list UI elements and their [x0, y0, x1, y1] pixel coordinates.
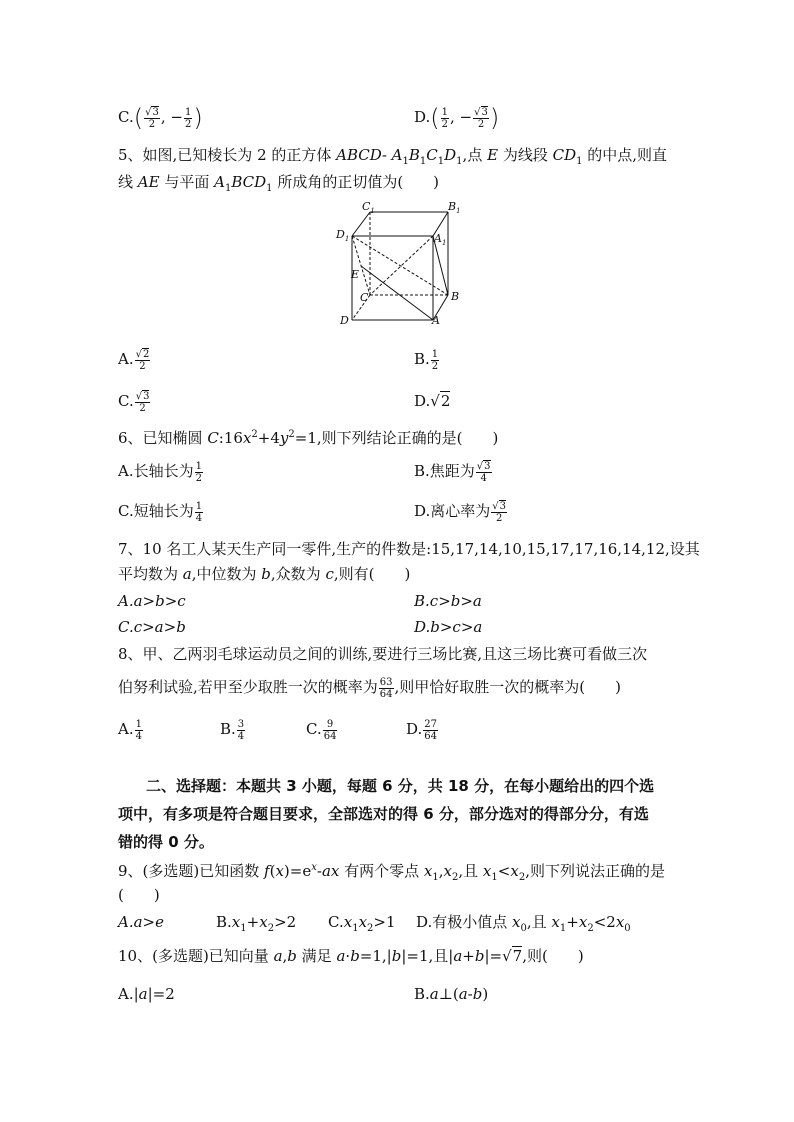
q9-stem-line1: 9、(多选题)已知函数 $f(x)=e^x-ax$ 有两个零点 $x_1,x_2$,且 $x_1<x_2$,则下列说法正确的是: [118, 862, 665, 883]
q8-option-d: D. $\frac{27}{64}$: [406, 718, 437, 742]
label-b: B: [451, 290, 460, 303]
section2-heading-line1: 二、选择题：本题共 3 小题，每题 6 分，共 18 分，在每小题给出的四个选: [146, 777, 655, 795]
q9-option-b: $B.x_1+x_2>2$: [216, 913, 297, 934]
q7-option-d: D.b>c>a: [414, 618, 483, 636]
q8-option-c: C. $\frac{9}{64}$: [306, 718, 337, 742]
q7-option-b: B.c>b>a: [414, 592, 482, 610]
q6-option-a: A.长轴长为 $\frac{1}{2}$: [118, 460, 202, 484]
label-b1: $B_1$: [448, 200, 461, 215]
label-a1: $A_1$: [434, 232, 447, 247]
section2-heading-line2: 项中，有多项是符合题目要求，全部选对的得 6 分，部分选对的得部分分，有选: [118, 805, 649, 823]
label-a: A: [432, 314, 440, 327]
q5-option-b: B. $\frac{1}{2}$: [414, 348, 439, 372]
section2-heading-line3: 错的得 0 分。: [118, 833, 214, 851]
q5-stem-line2: 线 AE 与平面 $A_1BCD_1$ 所成角的正切值为( ): [118, 173, 440, 194]
q8-option-b: B. $\frac{3}{4}$: [220, 718, 245, 742]
q7-option-a: A.a>b>c: [118, 592, 186, 610]
q8-stem-line1: 8、甲、乙两羽毛球运动员之间的训练,要进行三场比赛,且这三场比赛可看做三次: [118, 645, 648, 663]
prev-option-c: C.( $\frac{√3}{2}$ , − $\frac{1}{2}$ ): [118, 104, 203, 132]
q9-stem-line2: ( ): [118, 886, 160, 904]
label-d1: $D_1$: [336, 228, 350, 243]
q10-option-b: B.a⊥(a-b): [414, 985, 489, 1003]
q9-option-c: $C.x_1x_2>1$: [328, 913, 396, 934]
q6-option-c: C.短轴长为 $\frac{1}{4}$: [118, 500, 203, 524]
q9-option-a: A.a>e: [118, 913, 164, 931]
q7-stem-line1: 7、10 名工人某天生产同一零件,生产的件数是:15,17,14,10,15,17,17,16,14,12,设其: [118, 540, 700, 558]
q5-option-c: C. $\frac{√3}{2}$: [118, 390, 150, 414]
label-d: D: [340, 314, 349, 327]
q6-option-d: D.离心率为 $\frac{√3}{2}$: [414, 500, 507, 524]
q5-option-d: D.√2: [414, 392, 451, 410]
q7-option-c: C.c>a>b: [118, 618, 186, 636]
q6-option-b: B.焦距为 $\frac{√3}{4}$: [414, 460, 491, 484]
q5-stem-line1: 5、如图,已知棱长为 2 的正方体 ABCD- $A_1B_1C_1D_1$,点 E 为线段 $CD_1$ 的中点,则直: [118, 146, 668, 167]
q7-stem-line2: 平均数为 a,中位数为 b,众数为 c,则有( ): [118, 565, 411, 583]
q9-option-d: D.有极小值点 $x_0$,且 $x_1+x_2<2x_0$: [416, 913, 631, 934]
q6-stem: 6、已知椭圆 $C:16x^2+4y^2=1$,则下列结论正确的是( ): [118, 429, 499, 447]
cube-figure: [330, 198, 470, 330]
label-c1: $C_1$: [362, 200, 375, 215]
label-e: E: [351, 268, 360, 281]
q8-option-a: A. $\frac{1}{4}$: [118, 718, 142, 742]
prev-option-d: D.( $\frac{1}{2}$ , − $\frac{√3}{2}$ ): [414, 104, 500, 132]
label-c: C: [360, 291, 369, 304]
q5-option-a: A. $\frac{√2}{2}$: [118, 348, 150, 372]
q10-stem: 10、(多选题)已知向量 a,b 满足 a·b=1,|b|=1,且|a+b|=√7,则( ): [118, 947, 584, 965]
q8-stem-line2: 伯努利试验,若甲至少取胜一次的概率为 $\frac{63}{64}$ ,则甲恰好取胜一次的概率为( ): [118, 676, 621, 700]
q10-option-a: A.|a|=2: [118, 985, 175, 1003]
